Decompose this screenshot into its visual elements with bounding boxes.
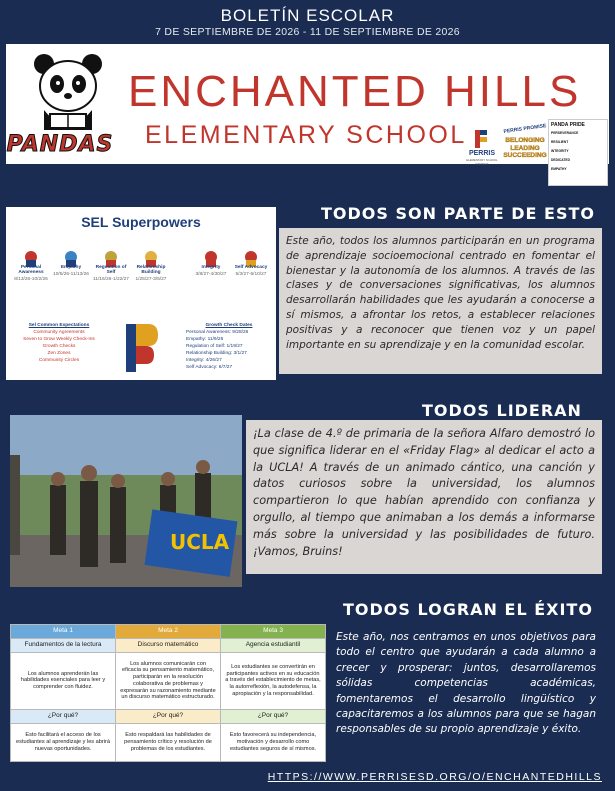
superpower-name: Self Advocacy (234, 265, 268, 270)
goal-label: Meta 1 (11, 625, 116, 639)
section-body: Este año, nos centramos en unos objetivos para todo el centro que ayudarán a cada alumno a crecer y prosperar: juntos, desarrollaremos sólidas competencias académicas, fomentaremos el desarrollo lingüístico y capacitaremos a los alumnos para que se hagan responsables de su propio aprendizaje y éxito. (336, 631, 596, 736)
goal-title: Fundamentos de la lectura (11, 639, 116, 653)
growth-item: Self Advocacy: 6/7/27 (186, 365, 233, 370)
superpower-dates: 1/25/27-3/5/27 (135, 277, 167, 282)
superpower-item (51, 265, 91, 277)
promise-words (496, 137, 554, 160)
goal-title: Agencia estudiantil (221, 639, 326, 653)
superpower-item (191, 265, 231, 277)
pride-trait: PERSEVERANCE (551, 131, 579, 135)
superpower-name: Regulation of Self (95, 265, 127, 275)
goal-title: Discurso matemático (116, 639, 221, 653)
growth-item: Integrity: 4/26/27 (186, 358, 222, 363)
mascot-name: PANDAS (6, 132, 114, 157)
expectations-list (14, 322, 104, 364)
expectation-item: Community Agreements (33, 330, 85, 335)
promise-title: PERRIS PROMISE (503, 123, 547, 135)
section-body: ¡La clase de 4.º de primaria de la señora Alfaro demostró lo que significa liderar en el «Friday Flag» al dedicar el acto a la UCLA! A través de un animado cántico, una canción y datos curiosos sobre la universidad, los alumnos compartieron lo que habían aprendido con confianza y orgullo, al tiempo que animaban a los demás a informarse más sobre la universidad y las posibilidades de futuro. ¡Vamos, Bruins! (246, 420, 602, 574)
growth-check-list (186, 322, 272, 371)
superpower-dates: 10/5/26-11/13/26 (53, 272, 89, 277)
superpower-name: Integrity (201, 265, 221, 270)
superpower-dates: 5/3/27-6/10/27 (235, 272, 267, 277)
district-subtitle: ELEMENTARY SCHOOL DISTRICT (466, 158, 498, 166)
promise-word: SUCCEEDING (503, 152, 547, 159)
expectation-item: Zen Zones (47, 351, 71, 356)
superpower-name: Empathy (60, 265, 82, 270)
superpower-item (131, 265, 171, 282)
promise-word: LEADING (510, 144, 540, 152)
section-body: Este año, todos los alumnos participarán en un programa de aprendizaje socioemocional centrado en fomentar el bienestar y la autonomía de los alumnos. A través de las clases y de conversaciones significativas, los alumnos desarrollarán habilidades que les ayudarán a conocerse a sí mismos, a afrontar los retos, a establecer relaciones positivas y a reconocer que tienen voz y un papel importante en su aprendizaje y en la comunidad escolar. (279, 228, 602, 374)
panda-pride-box (548, 119, 608, 186)
pride-trait: DEDICATED (551, 158, 570, 162)
school-website-link[interactable]: HTTPS://WWW.PERRISESD.ORG/O/ENCHANTEDHILLS (267, 771, 602, 783)
superpower-name: Relationship Building (136, 265, 166, 275)
goal-label: Meta 2 (116, 625, 221, 639)
goal-label: Meta 3 (221, 625, 326, 639)
goal-reason: Esto respaldará las habilidades de pensamiento crítico y resolución de problemas de los estudiantes. (116, 723, 221, 761)
pride-trait: RESILIENT (551, 140, 569, 144)
school-subtitle: ELEMENTARY SCHOOL (145, 121, 467, 149)
pride-trait: INTEGRITY (551, 149, 569, 153)
goal-why: ¿Por qué? (116, 709, 221, 723)
promise-word: BELONGING (505, 137, 545, 144)
section-heading: TODOS LIDERAN (422, 401, 582, 420)
pride-trait: EMPATHY (551, 167, 567, 171)
growth-item: Relationship Building: 3/1/27 (186, 351, 247, 356)
perris-p-logo-icon (122, 322, 162, 374)
growth-item: Empathy: 11/9/26 (186, 337, 224, 342)
ucla-flag-text: UCLA (170, 530, 230, 554)
sel-superpowers-card (6, 207, 276, 380)
expectation-item: Seven to Grow Weekly Check-Ins (23, 337, 95, 342)
superpower-dates: 8/13/26-10/2/26 (14, 277, 48, 282)
superpower-name: Personal Awareness (18, 265, 44, 275)
goals-table (10, 624, 326, 762)
expectations-title: Sel Common Expectations (28, 323, 90, 328)
section-heading: TODOS SON PARTE DE ESTO (321, 204, 595, 223)
goal-description: Los alumnos aprenderán las habilidades esenciales para leer y comprender con fluidez. (11, 653, 116, 709)
goal-description: Los alumnos comunicarán con eficacia su pensamiento matemático, participarán en la resolución colaborativa de problemas y expresarán su razonamiento mediante un discurso matemático estructurado. (116, 653, 221, 709)
students-photo (10, 415, 242, 587)
goal-description: Los estudiantes se convertirán en participantes activos en su educación a través del establecimiento de metas, la autorreflexión, la autodefensa, la apropiación y la responsabilidad. (221, 653, 326, 709)
superpower-item (11, 265, 51, 282)
district-name: PERRIS (468, 150, 496, 157)
superpower-item (231, 265, 271, 277)
goal-why: ¿Por qué? (11, 709, 116, 723)
section-heading: TODOS LOGRAN EL ÉXITO (343, 600, 593, 619)
goal-reason: Esto facilitará el acceso de los estudiantes al aprendizaje y les abrirá nuevas oportunidades. (11, 723, 116, 761)
growth-item: Regulation of Self: 1/19/27 (186, 344, 243, 349)
superpower-dates: 3/8/27-4/30/27 (195, 272, 227, 277)
goal-reason: Esto favorecerá su independencia, motivación y desarrollo como estudiantes seguros de sí mismos. (221, 723, 326, 761)
growth-item: Personal Awareness: 9/28/26 (186, 330, 249, 335)
perris-logo-icon (473, 128, 489, 150)
goal-why: ¿Por qué? (221, 709, 326, 723)
sel-title: SEL Superpowers (81, 214, 201, 230)
growth-title: Growth Check Dates (205, 323, 253, 328)
superpower-item (91, 265, 131, 282)
newsletter-dates: 7 DE SEPTIEMBRE DE 2026 - 11 DE SEPTIEMBRE DE 2026 (155, 26, 460, 38)
newsletter-title: BOLETÍN ESCOLAR (220, 6, 395, 25)
school-name: ENCHANTED HILLS (128, 67, 582, 116)
expectation-item: Community Circles (38, 358, 80, 363)
panda-pride-title: PANDA PRIDE (551, 122, 585, 128)
superpower-dates: 11/16/26-1/22/27 (93, 277, 129, 282)
expectation-item: Growth Checks (42, 344, 76, 349)
